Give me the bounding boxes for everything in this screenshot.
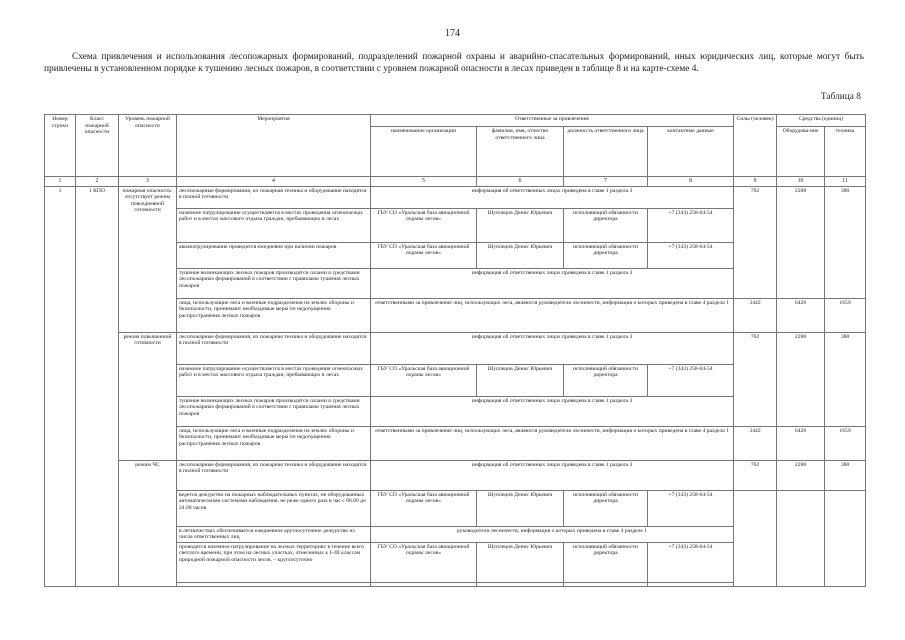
cut-off-cell <box>371 582 477 586</box>
equipment-value: 2288 <box>777 460 825 490</box>
fire-class: 1 КПО <box>76 186 119 586</box>
header-level: Уровень пожарной опасности <box>119 115 177 177</box>
measure-avia: авиапатрулирование проводится ежедневно при наличии пожаров <box>177 242 371 268</box>
fio-cell: Шуплецов Денис Юрьевич <box>477 364 564 396</box>
header-row-num: Номер строки <box>45 115 76 177</box>
page-number: 174 <box>445 28 460 39</box>
header-equipment: Оборудова-ние <box>777 127 825 177</box>
header-org: наименование организации <box>371 127 477 177</box>
measure-forces-ready: лесопожарные формирования, их пожарная техника и оборудование находятся в полной готовности <box>177 186 371 208</box>
cut-off-cell <box>177 582 371 586</box>
position-cell: исполняющий обязанности директора <box>564 208 648 242</box>
col-number: 2 <box>76 177 119 187</box>
header-class: Класс пожарной опасности <box>76 115 119 177</box>
measure-persons: лица, использующие леса и военные подразделения на землях обороны и безопасности, принимают необходимые меры по недопущению распространения лесных пожаров <box>177 298 371 332</box>
col-number: 7 <box>564 177 648 187</box>
col-number: 10 <box>777 177 825 187</box>
equipment-value: 2288 <box>777 332 825 426</box>
measure-persons: лица, использующие леса и военные подразделения на землях обороны и безопасности, принимают необходимые меры по недопущению распространения лесных пожаров <box>177 426 371 460</box>
info-cell: информация об ответственных лицах приведена в главе 1 раздела 3 <box>371 396 734 426</box>
header-forces: Силы (человек) <box>734 115 777 177</box>
header-measures: Мероприятия <box>177 115 371 177</box>
equipment-value: 2288 <box>777 186 825 298</box>
fire-plan-table <box>44 114 866 587</box>
forces-value: 762 <box>734 332 777 426</box>
measure-duty: ведется дежурство на пожарных наблюдательных пунктах, не оборудованных автоматическими системами наблюдения, не реже одного раза в час с 06.00 до 24.00 часов <box>177 490 371 526</box>
col-number: 3 <box>119 177 177 187</box>
fio-cell: Шуплецов Денис Юрьевич <box>477 208 564 242</box>
cut-off-cell <box>564 582 648 586</box>
cut-off-cell <box>477 582 564 586</box>
phone-cell: +7 (343) 258-64-54 <box>648 364 734 396</box>
header-fio: фамилия, имя, отчество ответственного лица <box>477 127 564 177</box>
measure-extinguish: тушение возникающих лесных пожаров производится силами и средствами лесопожарных формирований в соответствии с правилами тушения лесных пожаров <box>177 268 371 298</box>
phone-cell: +7 (343) 258-64-54 <box>648 490 734 526</box>
phone-cell: +7 (343) 258-64-54 <box>648 208 734 242</box>
col-number: 9 <box>734 177 777 187</box>
org-cell: ГБУ СО «Уральская база авиационной охраны лесов» <box>371 490 477 526</box>
measure-forces-ready: лесопожарные формирования, их пожарная техника и оборудование находятся в полной готовности <box>177 460 371 490</box>
intro-paragraph: Схема привлечения и использования лесопожарных формирований, подразделений пожарной охраны и аварийно-спасательных формирований, иных юридических лиц, которые могут быть привлечены в установленном порядке к тушению лесных пожаров, в соответствии с уровнем пожарной опасности в лесах приведен в таблице 8 и на карте-схеме 4. <box>44 52 864 74</box>
col-number: 8 <box>648 177 734 187</box>
measure-patrol: наземное патрулирование осуществляется в местах проведения огнеопасных работ и в местах массового отдыха граждан, пребывающих в лесах <box>177 364 371 396</box>
header-tech: техника <box>825 127 866 177</box>
equipment-empty <box>777 490 825 586</box>
table-label: Таблица 8 <box>820 92 861 102</box>
row-number: 1 <box>45 186 76 586</box>
tech-value: 388 <box>825 460 866 490</box>
header-means: Средства (единиц) <box>777 115 866 127</box>
measure-patrol-2: проводится наземное патрулирование на лесных территориях в течение всего светлого времени, при этом на лесных участках, отнесенных к I–III классам природной пожарной опасности лесов, – круглосуточно <box>177 542 371 582</box>
position-cell: исполняющий обязанности директора <box>564 542 648 582</box>
col-number: 5 <box>371 177 477 187</box>
org-cell: ГБУ СО «Уральская база авиационной охраны лесов» <box>371 208 477 242</box>
info-cell: информация об ответственных лицах приведена в главе 1 раздела 3 <box>371 186 734 208</box>
org-cell: ГБУ СО «Уральская база авиационной охраны лесов» <box>371 242 477 268</box>
info-leaders: руководители лесничеств, информация о которых приведена в главе 4 разделе 1 <box>371 526 734 542</box>
info-cell: информация об ответственных лицах приведена в главе 1 раздела 3 <box>371 460 734 490</box>
phone-cell: +7 (343) 258-64-54 <box>648 242 734 268</box>
measure-roundclock: в лесничествах обеспечивается ежедневное круглосуточное дежурство из числа ответственных лиц <box>177 526 371 542</box>
header-responsible: Ответственные за привлечение <box>371 115 734 127</box>
equipment-value: 6426 <box>777 298 825 332</box>
col-number: 4 <box>177 177 371 187</box>
header-contacts: контактные данные <box>648 127 734 177</box>
forces-value: 762 <box>734 186 777 298</box>
org-cell: ГБУ СО «Уральская база авиационной охраны лесов» <box>371 542 477 582</box>
org-cell: ГБУ СО «Уральская база авиационной охраны лесов» <box>371 364 477 396</box>
tech-value: 388 <box>825 332 866 426</box>
fio-cell: Шуплецов Денис Юрьевич <box>477 242 564 268</box>
fio-cell: Шуплецов Денис Юрьевич <box>477 490 564 526</box>
measure-extinguish: тушение возникающих лесных пожаров производится силами и средствами лесопожарных формирований в соответствии с правилами тушения лесных пожаров <box>177 396 371 426</box>
measure-forces-ready: лесопожарные формирования, их пожарная техника и оборудование находятся в полной готовности <box>177 332 371 364</box>
info-leaders: ответственными за привлечение лиц, использующих леса, являются руководители лесничеств, информация о которых приведена в главе 4 раздела 1 <box>371 426 734 460</box>
info-leaders: ответственными за привлечение лиц, использующих леса, являются руководители лесничеств, информация о которых приведена в главе 4 раздела 1 <box>371 298 734 332</box>
equipment-value: 6426 <box>777 426 825 460</box>
tech-value: 1659 <box>825 426 866 460</box>
measure-patrol: наземное патрулирование осуществляется в местах проведения огнеопасных работ и в местах массового отдыха граждан, пребывающих в лесах <box>177 208 371 242</box>
header-position: должность ответственного лица <box>564 127 648 177</box>
col-number: 1 <box>45 177 76 187</box>
tech-empty <box>825 490 866 586</box>
forces-value: 3442 <box>734 298 777 332</box>
forces-value: 3442 <box>734 426 777 460</box>
level-elevated: режим повышенной готовности <box>119 332 177 460</box>
info-cell: информация об ответственных лицах приведена в главе 1 раздела 3 <box>371 268 734 298</box>
level-emergency: режим ЧС <box>119 460 177 586</box>
col-number: 11 <box>825 177 866 187</box>
tech-value: 388 <box>825 186 866 298</box>
tech-value: 1659 <box>825 298 866 332</box>
level-everyday: пожарная опасность: отсутствует режим повседневной готовности <box>119 186 177 332</box>
phone-cell: +7 (343) 258-64-54 <box>648 542 734 582</box>
position-cell: исполняющий обязанности директора <box>564 242 648 268</box>
info-cell: информация об ответственных лицах приведена в главе 1 раздела 3 <box>371 332 734 364</box>
forces-value: 762 <box>734 460 777 490</box>
cut-off-cell <box>648 582 734 586</box>
col-number: 6 <box>477 177 564 187</box>
fio-cell: Шуплецов Денис Юрьевич <box>477 542 564 582</box>
position-cell: исполняющий обязанности директора <box>564 364 648 396</box>
position-cell: исполняющий обязанности директора <box>564 490 648 526</box>
forces-empty <box>734 490 777 586</box>
